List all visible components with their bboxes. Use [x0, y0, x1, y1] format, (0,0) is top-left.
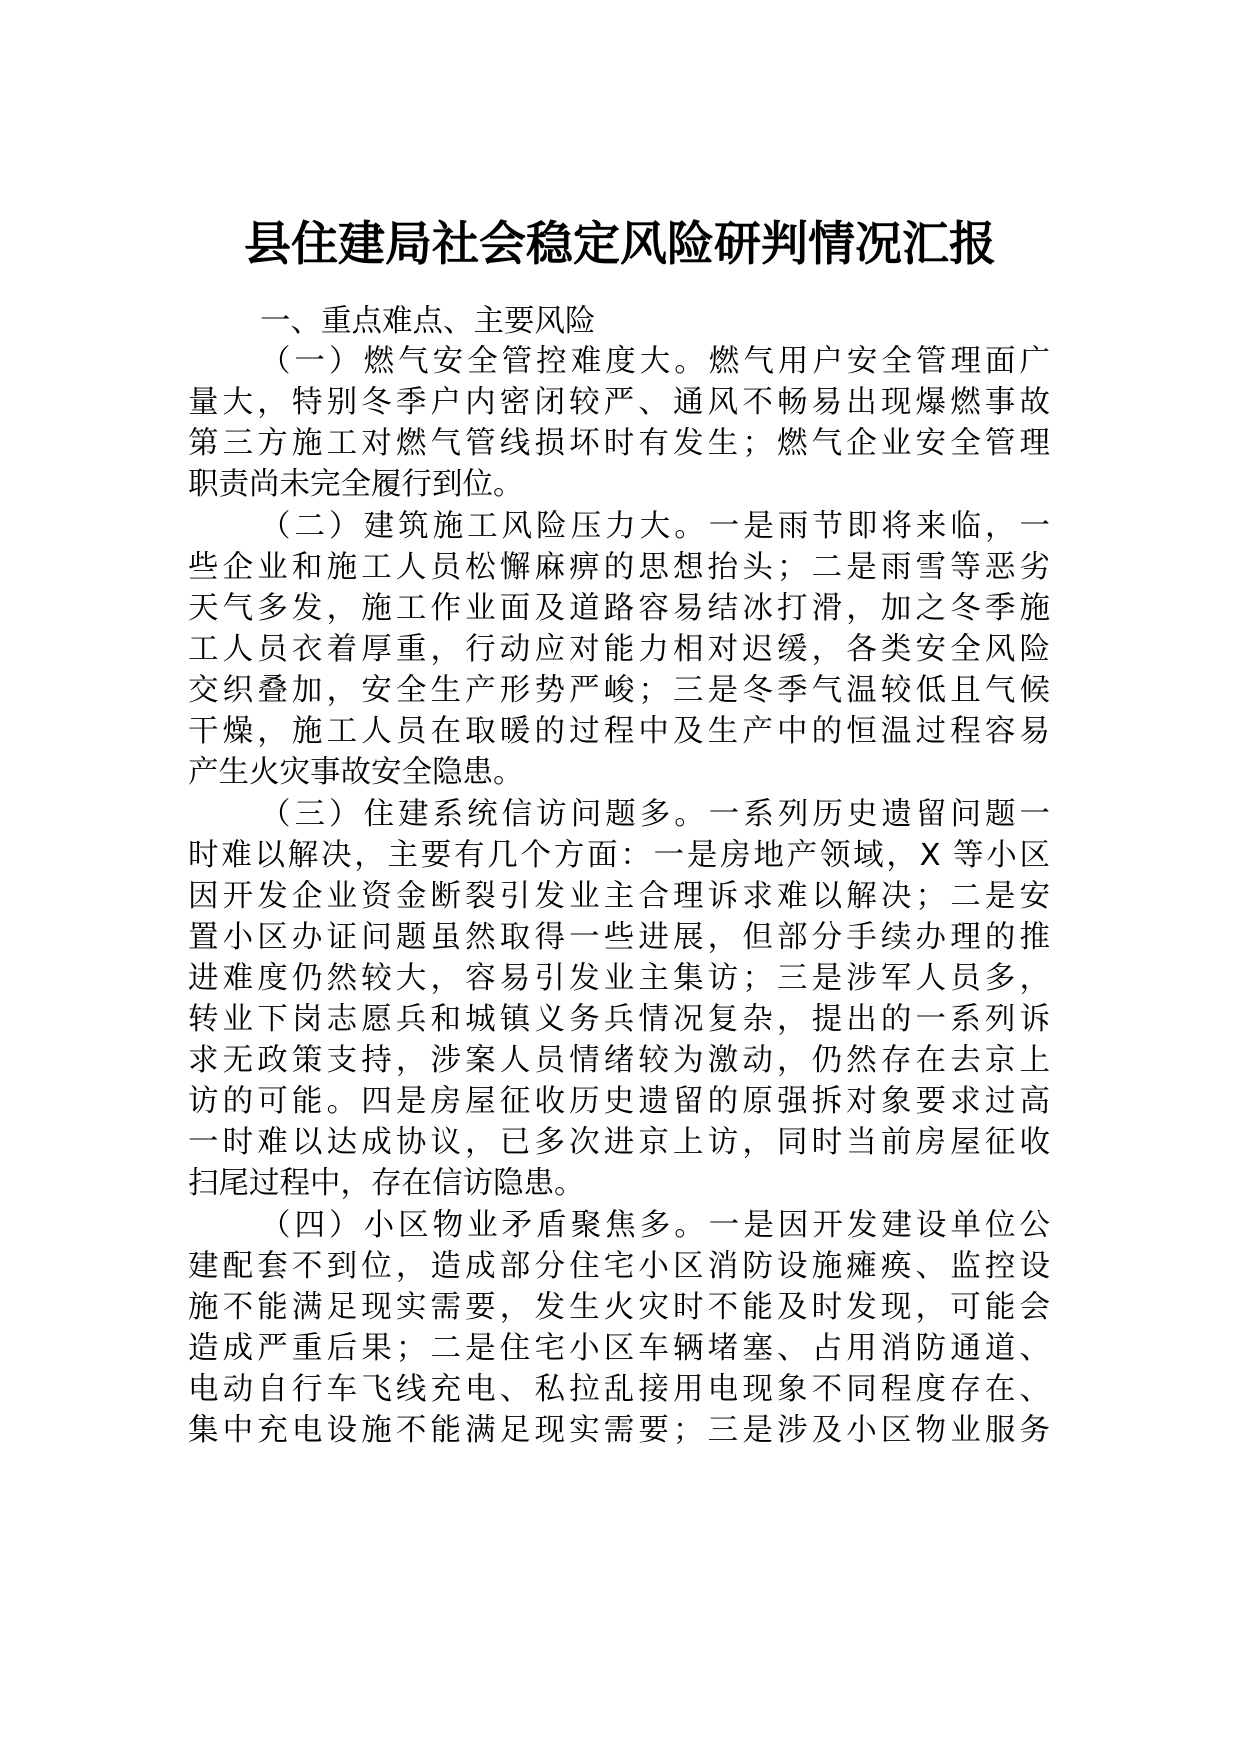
paragraph-line: 求无政策支持，涉案人员情绪较为激动，仍然存在去京上 [188, 1043, 1050, 1078]
paragraph-line: 一时难以达成协议，已多次进京上访，同时当前房屋征收 [188, 1125, 1050, 1160]
paragraph-line: 因开发企业资金断裂引发业主合理诉求难以解决；二是安 [188, 879, 1050, 914]
paragraph-line: 施不能满足现实需要，发生火灾时不能及时发现，可能会 [188, 1290, 1050, 1325]
paragraph-line: 转业下岗志愿兵和城镇义务兵情况复杂，提出的一系列诉 [188, 1002, 1050, 1037]
paragraph-line: 天气多发，施工作业面及道路容易结冰打滑，加之冬季施 [188, 591, 1050, 626]
paragraph-line: 量大，特别冬季户内密闭较严、通风不畅易出现爆燃事故 [188, 385, 1050, 420]
paragraph-line: 扫尾过程中，存在信访隐患。 [188, 1166, 585, 1201]
paragraph-line: 工人员衣着厚重，行动应对能力相对迟缓，各类安全风险 [188, 632, 1050, 667]
paragraph-line: （四）小区物业矛盾聚焦多。一是因开发建设单位公 [260, 1208, 1050, 1243]
paragraph-line: 时难以解决，主要有几个方面：一是房地产领域，X 等小区 [188, 838, 1050, 873]
paragraph-line: 访的可能。四是房屋征收历史遗留的原强拆对象要求过高 [188, 1084, 1050, 1119]
paragraph-line: 交织叠加，安全生产形势严峻；三是冬季气温较低且气候 [188, 673, 1050, 708]
paragraph-line: 进难度仍然较大，容易引发业主集访；三是涉军人员多， [188, 961, 1050, 996]
paragraph-line: 第三方施工对燃气管线损坏时有发生；燃气企业安全管理 [188, 426, 1050, 461]
paragraph-line: 产生火灾事故安全隐患。 [188, 755, 524, 790]
paragraph-line: （一）燃气安全管控难度大。燃气用户安全管理面广 [260, 344, 1050, 379]
paragraph-line: （三）住建系统信访问题多。一系列历史遗留问题一 [260, 797, 1050, 832]
paragraph-line: （二）建筑施工风险压力大。一是雨节即将来临，一 [260, 509, 1050, 544]
paragraph-line: 置小区办证问题虽然取得一些进展，但部分手续办理的推 [188, 920, 1050, 955]
paragraph-line: 职责尚未完全履行到位。 [188, 467, 524, 502]
paragraph-line: 集中充电设施不能满足现实需要；三是涉及小区物业服务 [188, 1413, 1050, 1448]
section-heading: 一、重点难点、主要风险 [260, 304, 596, 339]
paragraph-line: 干燥，施工人员在取暖的过程中及生产中的恒温过程容易 [188, 714, 1050, 749]
paragraph-line: 电动自行车飞线充电、私拉乱接用电现象不同程度存在、 [188, 1372, 1050, 1407]
document-title: 县住建局社会稳定风险研判情况汇报 [244, 217, 996, 272]
paragraph-line: 些企业和施工人员松懈麻痹的思想抬头；二是雨雪等恶劣 [188, 550, 1050, 585]
paragraph-line: 建配套不到位，造成部分住宅小区消防设施瘫痪、监控设 [188, 1249, 1050, 1284]
paragraph-line: 造成严重后果；二是住宅小区车辆堵塞、占用消防通道、 [188, 1331, 1050, 1366]
